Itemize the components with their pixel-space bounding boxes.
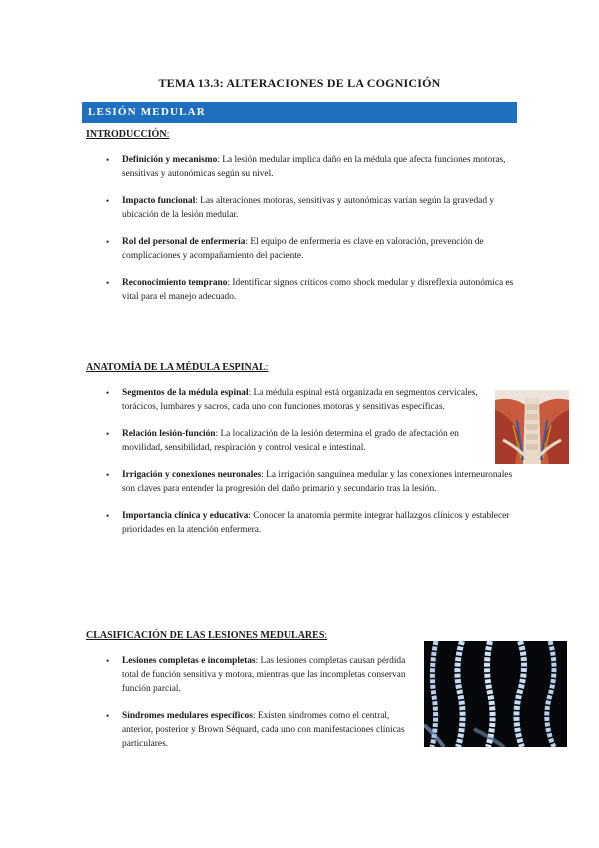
section-heading-clasificacion: CLASIFICACIÓN DE LAS LESIONES MEDULARES:: [86, 630, 328, 641]
section-banner: LESIÓN MEDULAR: [82, 102, 517, 123]
spine-xray-image: [424, 641, 567, 747]
anatomy-illustration: [495, 390, 569, 464]
list-item: • Impacto funcional: Las alteraciones motoras, sensitivas y autonómicas varían según la gravedad y ubicación de la lesión medular.: [106, 196, 495, 220]
list-item: • Definición y mecanismo: La lesión medular implica daño en la médula que afecta funciones motoras, sensitivas y autonómicas según su nivel.: [106, 155, 506, 179]
list-item: • Relación lesión-función: La localización de la lesión determina el grado de afectación en movilidad, sensibilidad, respiración y control vesical e intestinal.: [106, 429, 459, 453]
list-item: • Importancia clínica y educativa: Conocer la anatomía permite integrar hallazgos clínicos y establecer prioridades en la atención enfermera.: [106, 511, 510, 535]
xray-illustration: [424, 641, 567, 747]
neck-spine-anatomy-image: [495, 390, 569, 464]
list-item: • Irrigación y conexiones neuronales: La irrigación sanguínea medular y las conexiones interneuronales son claves para entender la progresión del daño primario y secundario tras la lesión.: [106, 470, 513, 494]
list-item: • Rol del personal de enfermería: El equipo de enfermería es clave en valoración, prevención de complicaciones y acompañamiento del paciente.: [106, 237, 484, 261]
list-item: • Segmentos de la médula espinal: La médula espinal está organizada en segmentos cervicales, torácicos, lumbares y sacros, cada uno con funciones motoras y sensitivas específicas.: [106, 388, 478, 412]
list-introduccion: [106, 153, 514, 304]
page-title: TEMA 13.3: ALTERACIONES DE LA COGNICIÓN: [158, 76, 441, 90]
list-clasificacion: [106, 654, 416, 751]
section-heading-anatomia: ANATOMÍA DE LA MÉDULA ESPINAL:: [86, 362, 269, 373]
list-item: • Síndromes medulares específicos: Existen síndromes como el central, anterior, posterior y Brown Séquard, cada uno con manifestaciones clínicas particulares.: [106, 711, 405, 749]
list-anatomia: [106, 386, 513, 537]
list-item: • Reconocimiento temprano: Identificar signos críticos como shock medular y disreflexia autonómica es vital para el manejo adecuado.: [106, 278, 514, 302]
section-heading-introduccion: INTRODUCCIÓN:: [86, 129, 170, 140]
list-item: • Lesiones completas e incompletas: Las lesiones completas causan pérdida total de función sensitiva y motora, mientras que las incompletas conservan función parcial.: [106, 656, 406, 694]
